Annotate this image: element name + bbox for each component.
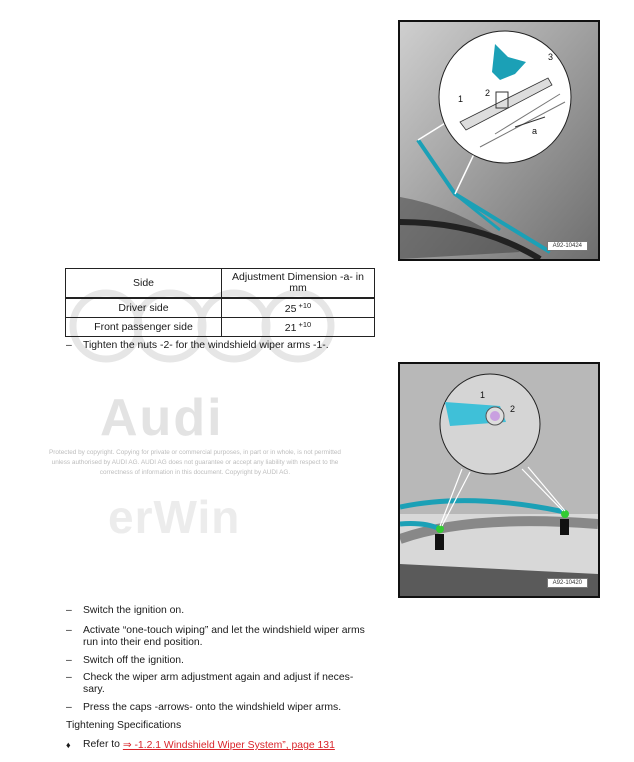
step-ignition-off: – Switch off the ignition. [66, 655, 184, 666]
wiper-arm-nuts-illustration [400, 364, 598, 596]
table-row [66, 298, 375, 318]
wiper-arm-adjustment-illustration [400, 22, 598, 259]
callout-1: 1 [458, 94, 464, 104]
dimension-cell: 21 $^{+10}$ [222, 318, 375, 337]
step-one-touch-wiping: – Activate “one-touch wiping” and let the windshield wiper arms run into their end position. [66, 625, 365, 648]
audi-logo-watermark: Audi [100, 389, 224, 447]
adjustment-dimension-table [65, 268, 375, 337]
table-row [66, 318, 375, 337]
column-header-dimension: Adjustment Dimension -a- in mm [222, 269, 375, 299]
step-ignition-on: – Switch the ignition on. [66, 605, 185, 616]
figure-code: A92-10424 [547, 241, 588, 251]
erwin-logo-watermark: erWin [108, 491, 241, 543]
copyright-watermark: Protected by copyright. Copying for private or commercial purposes, in part or in whole, is not permitted unless authorised by AUDI AG. AUDI AG does not guarantee or accept any liability with respect to the correctness of information in this document. Copyright by AUDI AG. [49, 449, 341, 476]
refer-to-bullet: ♦ Refer to ⇒ -1.2.1 Windshield Wiper System”, page 131 [66, 739, 335, 751]
tightening-specifications-heading: Tightening Specifications [66, 720, 182, 731]
callout-3: 3 [548, 52, 554, 62]
step-press-caps: – Press the caps -arrows- onto the windshield wiper arms. [66, 702, 342, 713]
side-cell: Driver side [66, 298, 222, 318]
figure-wiper-arm-nuts [398, 362, 600, 598]
step-check-adjustment: – Check the wiper arm adjustment again and adjust if neces-sary. [66, 672, 354, 695]
side-cell: Front passenger side [66, 318, 222, 337]
figure-wiper-arm-adjustment [398, 20, 600, 261]
callout-1: 1 [480, 390, 486, 400]
column-header-side: Side [66, 269, 222, 299]
step-tighten-nuts: – Tighten the nuts -2- for the windshield wiper arms -1-. [66, 340, 329, 351]
callout-2: 2 [485, 88, 491, 98]
dimension-cell: 25 $^{+10}$ [222, 298, 375, 318]
callout-2: 2 [510, 404, 516, 414]
table-header-row [66, 269, 375, 299]
figure-code: A92-10420 [547, 578, 588, 588]
diamond-bullet-icon: ♦ [66, 740, 71, 750]
callout-a: a [532, 126, 538, 136]
windshield-wiper-system-link[interactable]: ⇒ -1.2.1 Windshield Wiper System”, page 131 [122, 740, 335, 751]
